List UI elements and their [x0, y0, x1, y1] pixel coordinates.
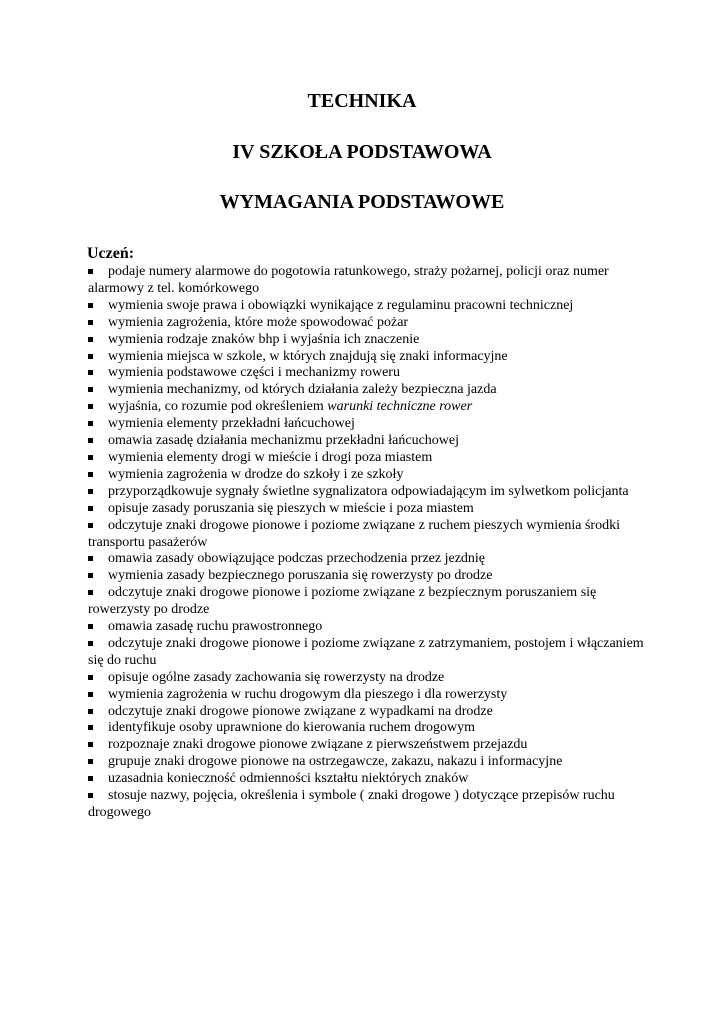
list-item-text: omawia zasadę ruchu prawostronnego	[108, 619, 323, 635]
square-bullet-icon	[88, 675, 93, 680]
square-bullet-icon	[88, 692, 93, 697]
list-item-text: wymienia elementy przekładni łańcuchowej	[108, 416, 355, 432]
list-item-text: wymienia swoje prawa i obowiązki wynikające z regulaminu pracowni technicznej	[108, 297, 574, 313]
square-bullet-icon	[88, 489, 93, 494]
square-bullet-icon	[88, 506, 93, 511]
list-item	[86, 382, 646, 399]
square-bullet-icon	[88, 759, 93, 764]
list-item	[86, 636, 646, 670]
requirements-title: WYMAGANIA PODSTAWOWE	[219, 191, 505, 213]
square-bullet-icon	[88, 573, 93, 578]
list-item	[86, 399, 646, 416]
list-item	[86, 467, 646, 484]
list-item	[86, 264, 646, 298]
list-item-text: opisuje ogólne zasady zachowania się rowerzysty na drodze	[108, 669, 445, 685]
list-item-text: odczytuje znaki drogowe pionowe i poziome związane z ruchem pieszych wymienia środki transportu pasażerów	[88, 517, 620, 550]
list-item	[86, 704, 646, 721]
square-bullet-icon	[88, 793, 93, 798]
list-item	[86, 771, 646, 788]
square-bullet-icon	[88, 320, 93, 325]
list-item-text: odczytuje znaki drogowe pionowe i poziome związane z zatrzymaniem, postojem i włączaniem się do ruchu	[88, 635, 644, 668]
list-item-text: omawia zasady obowiązujące podczas przechodzenia przez jezdnię	[108, 551, 486, 567]
list-item-text: omawia zasadę działania mechanizmu przekładni łańcuchowej	[108, 433, 459, 449]
square-bullet-icon	[88, 438, 93, 443]
list-item-text: stosuje nazwy, pojęcia, określenia i symbole ( znaki drogowe ) dotyczące przepisów ruchu drogowego	[88, 788, 615, 820]
square-bullet-icon	[88, 523, 93, 528]
square-bullet-icon	[88, 337, 93, 342]
list-item-text: grupuje znaki drogowe pionowe na ostrzegawcze, zakazu, nakazu i informacyjne	[108, 754, 563, 770]
list-item-text: wymienia zasady bezpiecznego poruszania się rowerzysty po drodze	[108, 568, 493, 584]
square-bullet-icon	[88, 387, 93, 392]
square-bullet-icon	[88, 404, 93, 409]
list-item	[86, 687, 646, 704]
list-item-text: odczytuje znaki drogowe pionowe związane z wypadkami na drodze	[108, 703, 493, 719]
list-item	[86, 754, 646, 771]
square-bullet-icon	[88, 269, 93, 274]
list-item-text: przyporządkowuje sygnały świetlne sygnalizatora odpowiadającym im sylwetkom policjanta	[108, 483, 629, 499]
list-item	[86, 670, 646, 687]
list-item-text: wymienia zagrożenia w drodze do szkoły i ze szkoły	[108, 466, 404, 482]
list-item-text: opisuje zasady poruszania się pieszych w mieście i poza miastem	[108, 500, 474, 516]
list-item	[86, 315, 646, 332]
square-bullet-icon	[88, 776, 93, 781]
square-bullet-icon	[88, 472, 93, 477]
list-item	[86, 720, 646, 737]
subject-label: Uczeń:	[87, 245, 135, 262]
list-item-text: wymienia miejsca w szkole, w których znajdują się znaki informacyjne	[108, 348, 508, 364]
list-item	[86, 332, 646, 349]
list-item	[86, 518, 646, 552]
list-item-text: uzasadnia konieczność odmienności kształtu niektórych znaków	[108, 771, 469, 787]
square-bullet-icon	[88, 421, 93, 426]
list-item-text: rozpoznaje znaki drogowe pionowe związane z pierwszeństwem przejazdu	[108, 737, 528, 753]
list-item	[86, 484, 646, 501]
list-item	[86, 298, 646, 315]
list-item-italic-text: warunki techniczne rower	[327, 399, 473, 415]
square-bullet-icon	[88, 624, 93, 629]
list-item	[86, 416, 646, 433]
list-item	[86, 450, 646, 467]
list-item-text: wymienia rodzaje znaków bhp i wyjaśnia ich znaczenie	[108, 331, 420, 347]
square-bullet-icon	[88, 742, 93, 747]
list-item-text: identyfikuje osoby uprawnione do kierowania ruchem drogowym	[108, 720, 476, 736]
document-title: TECHNIKA	[307, 90, 417, 112]
square-bullet-icon	[88, 725, 93, 730]
list-item	[86, 619, 646, 636]
square-bullet-icon	[88, 455, 93, 460]
list-item	[86, 585, 646, 619]
square-bullet-icon	[88, 556, 93, 561]
list-item	[86, 551, 646, 568]
list-item	[86, 568, 646, 585]
school-title: IV SZKOŁA PODSTAWOWA	[232, 141, 492, 163]
list-item-text: wymienia zagrożenia w ruchu drogowym dla pieszego i dla rowerzysty	[108, 686, 508, 702]
list-item	[86, 788, 646, 822]
list-item-text: odczytuje znaki drogowe pionowe i poziome związane z bezpiecznym poruszaniem się rowerzysty po drodze	[88, 585, 597, 618]
requirements-list	[86, 264, 646, 822]
list-item	[86, 433, 646, 450]
square-bullet-icon	[88, 709, 93, 714]
square-bullet-icon	[88, 641, 93, 646]
square-bullet-icon	[88, 370, 93, 375]
square-bullet-icon	[88, 354, 93, 359]
square-bullet-icon	[88, 303, 93, 308]
list-item-text: wymienia zagrożenia, które może spowodować pożar	[108, 314, 409, 330]
list-item-text: podaje numery alarmowe do pogotowia ratunkowego, straży pożarnej, policji oraz numer alarmowy z tel. komórkowego	[88, 264, 609, 296]
list-item-text: wymienia mechanizmy, od których działania zależy bezpieczna jazda	[108, 382, 497, 398]
list-item-text: wyjaśnia, co rozumie pod określeniem	[108, 399, 328, 415]
list-item	[86, 737, 646, 754]
list-item	[86, 349, 646, 366]
list-item-text: wymienia podstawowe części i mechanizmy roweru	[108, 365, 400, 381]
list-item	[86, 501, 646, 518]
square-bullet-icon	[88, 590, 93, 595]
list-item	[86, 365, 646, 382]
list-item-text: wymienia elementy drogi w mieście i drogi poza miastem	[108, 449, 433, 465]
